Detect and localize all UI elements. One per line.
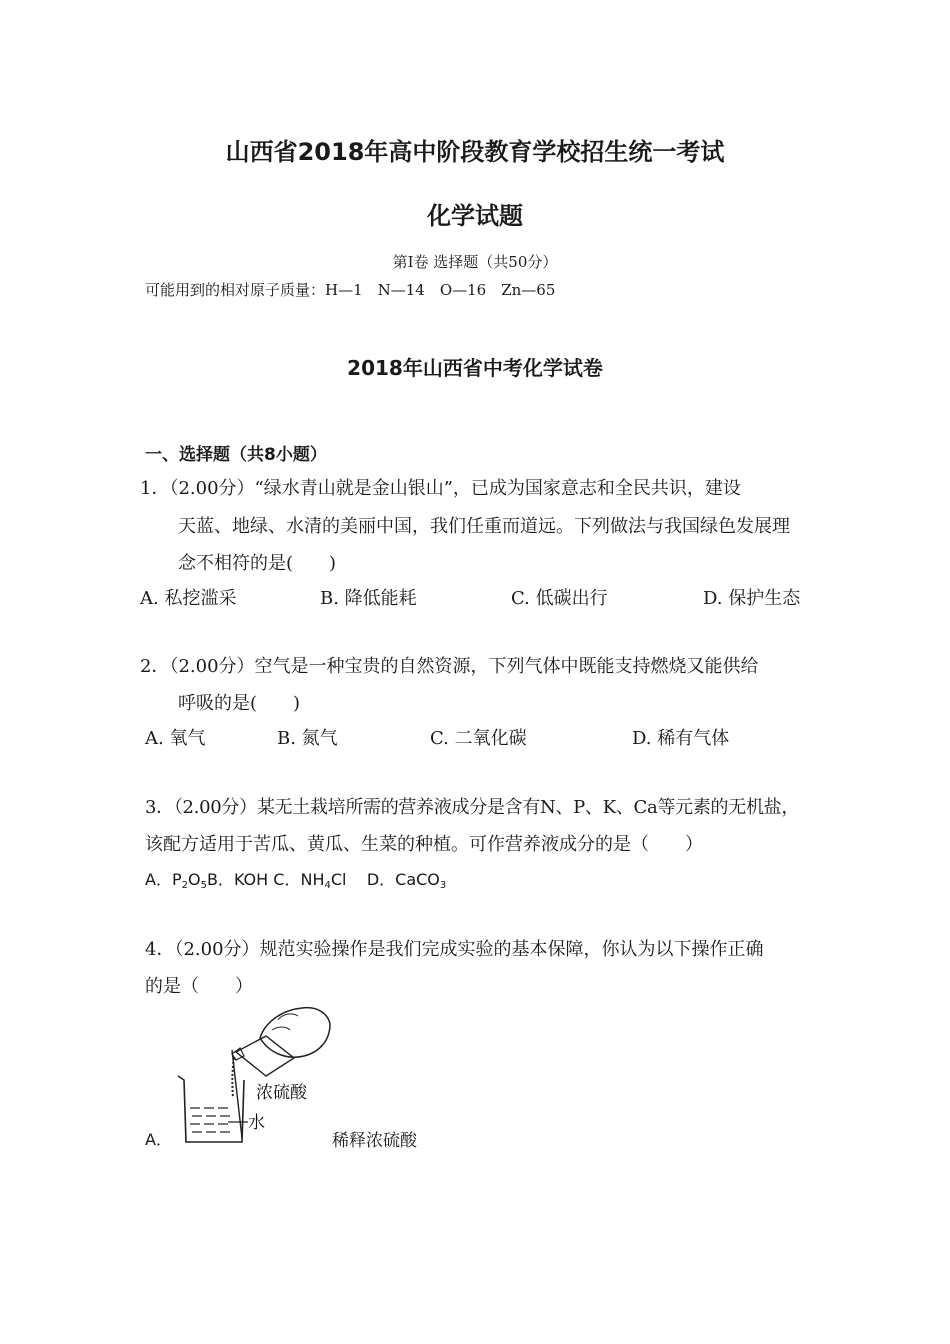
q4-option-a-label[interactable]: A．	[145, 1130, 172, 1149]
q3-option-b[interactable]: B．KOH	[206, 870, 269, 889]
q3-line1: 3．（2.00分）某无土栽培所需的营养液成分是含有N、P、K、Ca等元素的无机盐，	[145, 797, 800, 818]
water-lines	[190, 1108, 230, 1132]
water-label: 水	[248, 1113, 265, 1133]
q2-line1: 2．（2.00分）空气是一种宝贵的自然资源，下列气体中既能支持燃烧又能供给	[140, 656, 759, 677]
q3-option-d[interactable]: D．CaCO$_3$	[366, 870, 447, 891]
section-heading: 一、选择题（共8小题）	[145, 445, 327, 465]
exam-title: 2018年山西省中考化学试卷	[347, 356, 603, 380]
q2-option-a[interactable]: A. 氧气	[145, 728, 206, 749]
q1-option-d[interactable]: D. 保护生态	[703, 588, 801, 609]
q1-option-b[interactable]: B. 降低能耗	[320, 588, 417, 609]
subject-title: 化学试题	[427, 202, 523, 230]
q2-option-c[interactable]: C. 二氧化碳	[430, 728, 527, 749]
q1-option-c[interactable]: C. 低碳出行	[511, 588, 608, 609]
acid-label: 浓硫酸	[256, 1083, 307, 1103]
q3-option-a[interactable]: A．$P_2O_5$	[145, 870, 207, 891]
document-title: 山西省2018年高中阶段教育学校招生统一考试	[225, 138, 725, 166]
q1-line2: 天蓝、地绿、水清的美丽中国，我们任重而道远。下列做法与我国绿色发展理	[178, 516, 790, 537]
hand-icon	[260, 1008, 330, 1058]
q2-line2: 呼吸的是( )	[178, 693, 301, 714]
q1-option-a[interactable]: A. 私挖滥采	[140, 588, 237, 609]
q4-option-a-caption: 稀释浓硫酸	[332, 1131, 417, 1151]
part-heading: 第Ⅰ卷 选择题（共50分）	[392, 253, 558, 271]
q2-option-b[interactable]: B. 氮气	[277, 728, 338, 749]
q3-option-c[interactable]: C．$NH_4Cl$	[273, 870, 347, 891]
q3-line2: 该配方适用于苦瓜、黄瓜、生菜的种植。可作营养液成分的是（ ）	[145, 834, 703, 855]
q4-line2: 的是（ ）	[145, 976, 253, 997]
q1-line3: 念不相符的是( )	[178, 553, 337, 574]
q1-line1: 1．（2.00分）“绿水青山就是金山银山”，已成为国家意志和全民共识，建设	[140, 478, 741, 499]
q2-option-d[interactable]: D. 稀有气体	[632, 728, 730, 749]
q4-line1: 4．（2.00分）规范实验操作是我们完成实验的基本保障，你认为以下操作正确	[145, 939, 764, 960]
atomic-masses-note: 可能用到的相对原子质量：H—1 N—14 O—16 Zn—65	[145, 281, 556, 299]
q3-options	[145, 867, 446, 891]
